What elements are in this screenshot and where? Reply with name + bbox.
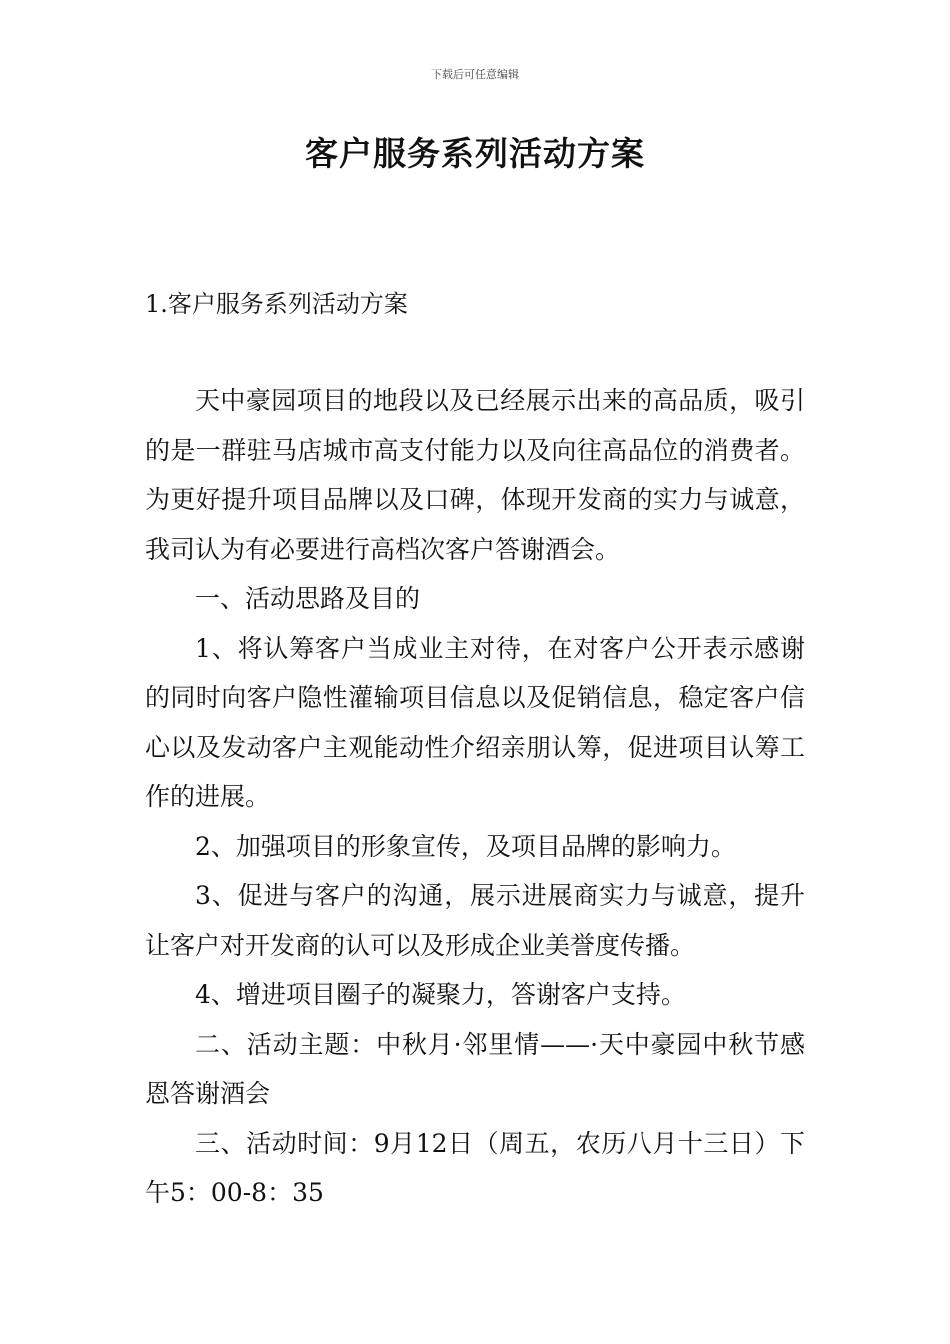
section-heading: 1.客户服务系列活动方案 xyxy=(145,290,408,318)
paragraph-purpose-1: 1、将认筹客户当成业主对待，在对客户公开表示感谢的同时向客户隐性灌输项目信息以及促销信息，稳定客户信心以及发动客户主观能动性介绍亲朋认筹，促进项目认筹工作的进展。 xyxy=(145,633,805,811)
page-header-note: 下载后可任意编辑 xyxy=(431,68,519,81)
paragraph-theme: 二、活动主题：中秋月·邻里情——·天中豪园中秋节感恩答谢酒会 xyxy=(145,1029,805,1108)
document-title: 客户服务系列活动方案 xyxy=(305,134,645,173)
paragraph-intro: 天中豪园项目的地段以及已经展示出来的高品质，吸引的是一群驻马店城市高支付能力以及向往高品位的消费者。为更好提升项目品牌以及口碑，体现开发商的实力与诚意，我司认为有必要进行高档次客户答谢酒会。 xyxy=(145,386,805,564)
paragraph-purpose-2: 2、加强项目的形象宣传，及项目品牌的影响力。 xyxy=(195,831,736,861)
paragraph-purpose-4: 4、增进项目圈子的凝聚力，答谢客户支持。 xyxy=(195,980,686,1009)
paragraph-heading-purpose: 一、活动思路及目的 xyxy=(195,584,421,613)
paragraph-purpose-3: 3、促进与客户的沟通，展示进展商实力与诚意，提升让客户对开发商的认可以及形成企业美誉度传播。 xyxy=(145,881,805,960)
document-body xyxy=(145,376,805,1218)
paragraph-time: 三、活动时间：9月12日（周五，农历八月十三日）下午5：00-8：35 xyxy=(145,1128,805,1207)
